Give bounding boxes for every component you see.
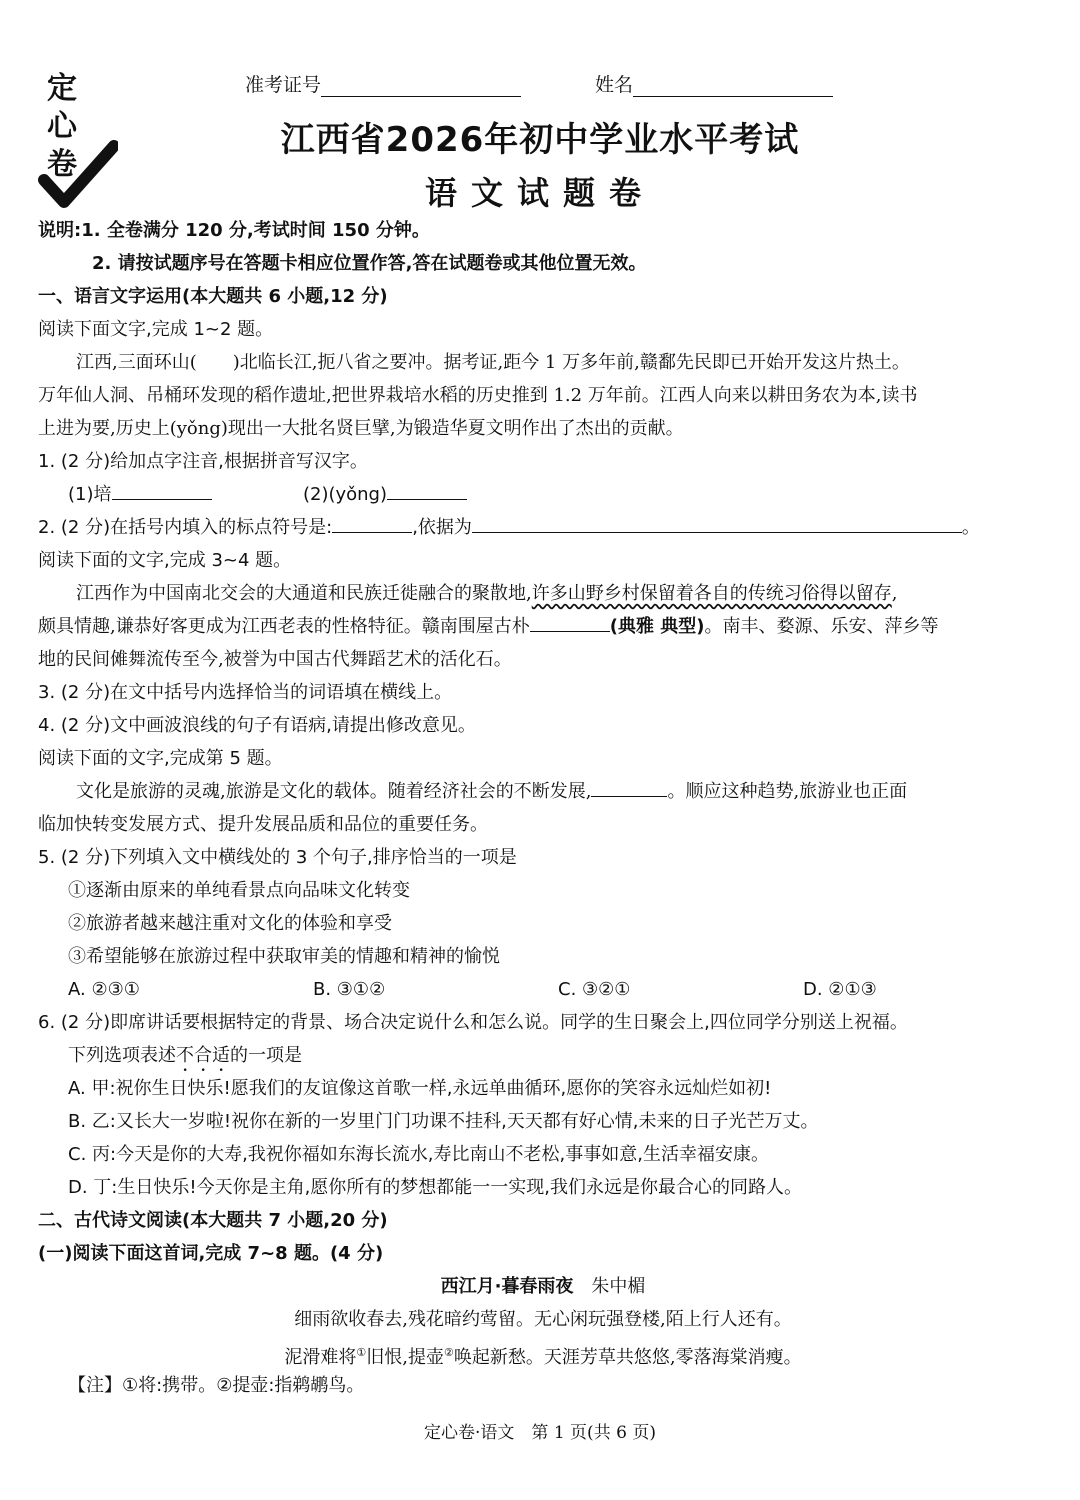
instruction-line: 说明:1. 全卷满分 120 分,考试时间 150 分钟。 [38,220,430,241]
passage-line: 万年仙人洞、吊桶环发现的稻作遗址,把世界栽培水稻的历史推到 1.2 万年前。江西人向来以耕田务农为本,读书 [38,385,918,406]
footnote-mark: ① [356,1346,367,1359]
q2-basis-blank[interactable] [472,512,962,533]
passage-text: 文化是旅游的灵魂,旅游是文化的载体。随着经济社会的不断发展, [76,781,592,802]
poem-title: 西江月·暮春雨夜 [440,1276,574,1297]
candidate-fields [245,70,845,100]
subsection-heading: (一)阅读下面这首词,完成 7~8 题。(4 分) [38,1243,384,1264]
logo-char: 卷 [47,147,77,182]
option-a[interactable]: A. 甲:祝你生日快乐!愿我们的友谊像这首歌一样,永远单曲循环,愿你的笑容永远灿烂如初! [68,1078,772,1099]
poem-text: 泥滑难将 [284,1347,357,1368]
passage-text: 颇具情趣,谦恭好客更成为江西老表的性格特征。赣南围屋古朴 [38,616,530,637]
question-4: 4. (2 分)文中画波浪线的句子有语病,请提出修改意见。 [38,715,476,736]
passage-line: 上进为要,历史上(yǒng)现出一大批名贤巨擘,为锻造华夏文明作出了杰出的贡献。 [38,418,684,439]
question-2 [38,511,1048,544]
instruction-line: 2. 请按试题序号在答题卡相应位置作答,答在试题卷或其他位置无效。 [92,253,647,274]
q1-part-b-blank[interactable] [387,479,467,500]
q2-punct-blank[interactable] [332,512,412,533]
passage-text: 。顺应这种趋势,旅游业也正面 [667,781,908,802]
q2-end: 。 [961,517,980,538]
q5-sentence: ③希望能够在旅游过程中获取审美的情趣和精神的愉悦 [68,946,500,967]
passage-line: 地的民间傩舞流传至今,被誉为中国古代舞蹈艺术的活化石。 [38,649,512,670]
q5-sentence: ①逐渐由原来的单纯看景点向品味文化转变 [68,880,410,901]
question-6-cont [38,1039,1048,1072]
q6-text: 的一项是 [230,1045,302,1066]
name-field[interactable] [595,70,833,97]
poem-title-line [38,1270,1048,1303]
exam-id-blank[interactable] [321,74,521,97]
q2-label: 2. (2 分)在括号内填入的标点符号是: [38,517,333,538]
footnote-mark: ② [444,1346,454,1359]
exam-body [38,214,1048,1402]
reading-prompt: 阅读下面文字,完成 1~2 题。 [38,319,274,340]
passage-line: 临加快转变发展方式、提升发展品质和品位的重要任务。 [38,814,488,835]
q6-text: 下列选项表述 [68,1045,176,1066]
q1-part-b-label: (2)(yǒng) [302,484,388,505]
wavy-sentence: 许多山野乡村保留着各自的传统习俗得以留存 [531,583,892,604]
reading-prompt: 阅读下面的文字,完成第 5 题。 [38,748,283,769]
question-1: 1. (2 分)给加点字注音,根据拼音写汉字。 [38,451,368,472]
emphasized-word: 不合适 [176,1045,230,1066]
passage-line [38,610,1048,643]
section-heading: 二、古代诗文阅读(本大题共 7 小题,20 分) [38,1210,388,1231]
section-heading: 一、语言文字运用(本大题共 6 小题,12 分) [38,286,388,307]
question-6: 6. (2 分)即席讲话要根据特定的背景、场合决定说什么和怎么说。同学的生日聚会上,四位同学分别送上祝福。 [38,1012,908,1033]
q3-blank[interactable] [530,611,610,632]
passage-text: 。南丰、婺源、乐安、萍乡等 [704,616,939,637]
poem-author: 朱中楣 [591,1276,646,1297]
q5-options [38,973,1048,1006]
passage-line [38,775,1048,808]
q5-blank[interactable] [591,776,667,797]
question-5: 5. (2 分)下列填入文中横线处的 3 个句子,排序恰当的一项是 [38,847,517,868]
exam-id-field[interactable] [245,70,521,97]
logo-char: 定 [47,71,77,106]
passage-text: , [891,583,898,604]
poem-text: 唤起新愁。天涯芳草共悠悠,零落海棠消瘦。 [453,1347,802,1368]
poem-line: 细雨欲收春去,残花暗约莺留。无心闲玩强登楼,陌上行人还有。 [294,1309,792,1330]
page-footer: 定心卷·语文 第 1 页(共 6 页) [424,1423,656,1443]
exam-title: 江西省2026年初中学业水平考试 [280,120,800,160]
q5-sentence: ②旅游者越来越注重对文化的体验和享受 [68,913,392,934]
poem-line [38,1336,1048,1369]
reading-prompt: 阅读下面的文字,完成 3~4 题。 [38,550,292,571]
poem-text: 旧恨,提壶 [366,1347,444,1368]
q2-basis-label: ,依据为 [412,517,472,538]
poem-note: 【注】①将:携带。②提壶:指鹈鹕鸟。 [68,1375,365,1396]
option-d[interactable]: D. 丁:生日快乐!今天你是主角,愿你所有的梦想都能一一实现,我们永远是你最合心的同路人。 [68,1177,803,1198]
q1-part-a-label: (1)培 [68,484,112,505]
question-1-answers [38,478,1048,511]
q1-part-a-blank[interactable] [112,479,212,500]
option-d[interactable]: D. ②①③ [803,979,877,1000]
word-choice: (典雅 典型) [609,616,705,637]
passage-line [38,577,1048,610]
exam-subtitle: 语文试题卷 [424,174,655,212]
passage-text: 江西作为中国南北交会的大通道和民族迁徙融合的聚散地, [76,583,532,604]
passage-line: 江西,三面环山( )北临长江,扼八省之要冲。据考证,距今 1 万多年前,赣鄱先民即已开始开发这片热土。 [76,352,910,373]
exam-id-label: 准考证号 [245,74,322,96]
logo-char: 心 [47,109,77,144]
option-c[interactable]: C. ③②① [558,979,631,1000]
name-blank[interactable] [633,74,833,97]
option-c[interactable]: C. 丙:今天是你的大寿,我祝你福如东海长流水,寿比南山不老松,事事如意,生活幸福安康。 [68,1144,769,1165]
question-3: 3. (2 分)在文中括号内选择恰当的词语填在横线上。 [38,682,453,703]
option-a[interactable]: A. ②③① [68,979,140,1000]
name-label: 姓名 [595,74,634,96]
option-b[interactable]: B. ③①② [313,979,386,1000]
option-b[interactable]: B. 乙:又长大一岁啦!祝你在新的一岁里门门功课不挂科,天天都有好心情,未来的日子光芒万丈。 [68,1111,819,1132]
